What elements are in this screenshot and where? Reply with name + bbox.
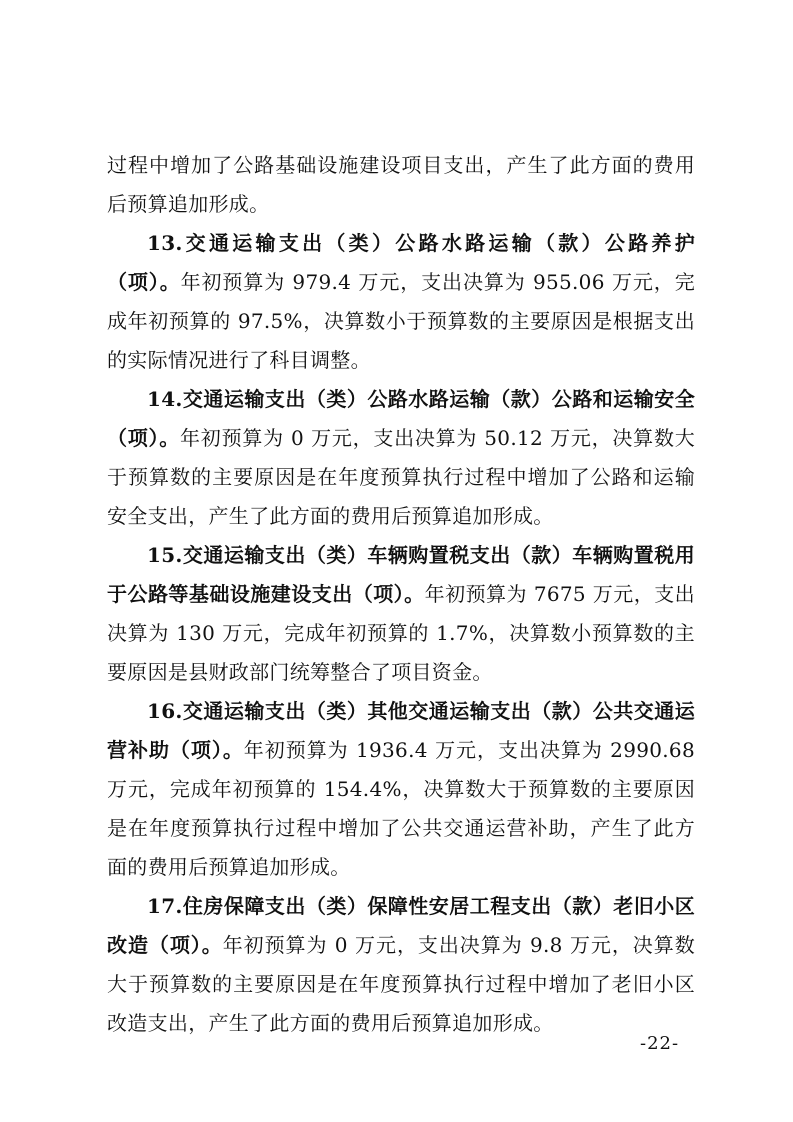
paragraph-heading: 15.交通运输支出（类）车辆购置税支出（款）车辆购置税用于公路等基础设施建设支出（项）。 (107, 543, 695, 606)
paragraph-body: 过程中增加了公路基础设施建设项目支出，产生了此方面的费用后预算追加形成。 (107, 153, 695, 216)
paragraph-continuation (107, 146, 695, 224)
page-number: -22- (640, 1033, 680, 1054)
paragraph-heading: 13.交通运输支出（类）公路水路运输（款）公路养护（项）。 (107, 231, 695, 294)
paragraph-body: 年初预算为 0 万元，支出决算为 50.12 万元，决算数大于预算数的主要原因是在年度预算执行过程中增加了公路和运输安全支出，产生了此方面的费用后预算追加形成。 (107, 426, 695, 528)
paragraph-body: 年初预算为 1936.4 万元，支出决算为 2990.68 万元，完成年初预算的 154.4%，决算数大于预算数的主要原因是在年度预算执行过程中增加了公共交通运营补助，产生了此方面的费用后预算追加形成。 (107, 738, 695, 879)
paragraph-15 (107, 536, 695, 692)
paragraph-body: 年初预算为 979.4 万元，支出决算为 955.06 万元，完成年初预算的 97.5%，决算数小于预算数的主要原因是根据支出的实际情况进行了科目调整。 (107, 270, 695, 372)
paragraph-heading: 14.交通运输支出（类）公路水路运输（款）公路和运输安全（项）。 (107, 387, 695, 450)
body-text (107, 146, 695, 1043)
paragraph-13 (107, 224, 695, 380)
paragraph-16 (107, 692, 695, 887)
paragraph-14 (107, 380, 695, 536)
paragraph-heading: 16.交通运输支出（类）其他交通运输支出（款）公共交通运营补助（项）。 (107, 699, 695, 762)
paragraph-body: 年初预算为 0 万元，支出决算为 9.8 万元，决算数大于预算数的主要原因是在年度预算执行过程中增加了老旧小区改造支出，产生了此方面的费用后预算追加形成。 (107, 933, 695, 1035)
paragraph-17 (107, 887, 695, 1043)
paragraph-heading: 17.住房保障支出（类）保障性安居工程支出（款）老旧小区改造（项）。 (107, 894, 695, 957)
paragraph-body: 年初预算为 7675 万元，支出决算为 130 万元，完成年初预算的 1.7%，决算数小预算数的主要原因是县财政部门统筹整合了项目资金。 (107, 582, 695, 684)
